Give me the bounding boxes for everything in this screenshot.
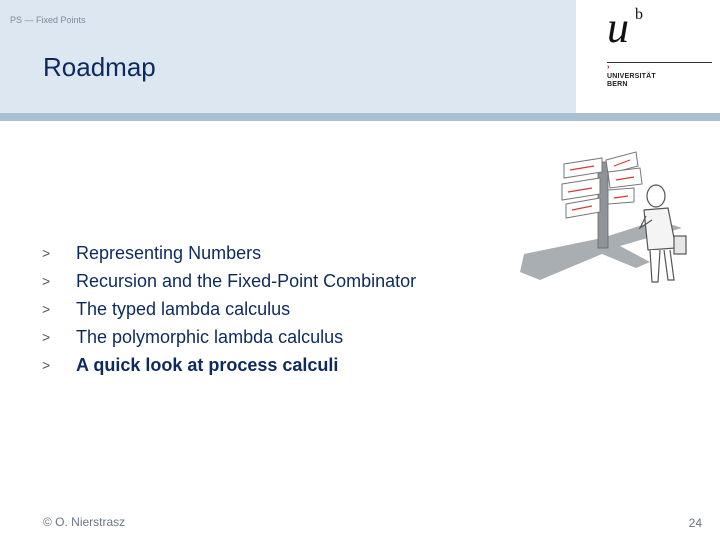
university-logo-mark: u	[607, 3, 629, 52]
list-item-text: Representing Numbers	[76, 243, 262, 263]
page-title: Roadmap	[43, 52, 156, 82]
university-logo-superscript: b	[635, 6, 643, 23]
bullet-marker: >	[42, 329, 51, 345]
signpost-illustration	[510, 150, 700, 295]
logo-text-bern: BERN	[607, 81, 628, 88]
bullet-marker: >	[42, 301, 51, 317]
header-stripe	[0, 113, 720, 121]
bullet-marker: >	[42, 273, 51, 289]
page-number: 24	[688, 516, 702, 530]
copyright: © O. Nierstrasz	[43, 515, 126, 529]
breadcrumb: PS — Fixed Points	[10, 15, 86, 25]
bullet-marker: >	[42, 357, 51, 373]
logo-panel	[576, 0, 720, 113]
list-item-text: Recursion and the Fixed-Point Combinator	[76, 271, 417, 291]
logo-divider	[607, 62, 712, 63]
logo-arrow-icon: ›	[607, 64, 610, 71]
list-item-text: A quick look at process calculi	[76, 355, 339, 375]
list-item-text: The polymorphic lambda calculus	[76, 327, 344, 347]
logo-text-university: UNIVERSITÄT	[607, 73, 656, 80]
bullet-marker: >	[42, 245, 51, 261]
thinking-person	[640, 185, 686, 282]
list-item-text: The typed lambda calculus	[76, 299, 291, 319]
